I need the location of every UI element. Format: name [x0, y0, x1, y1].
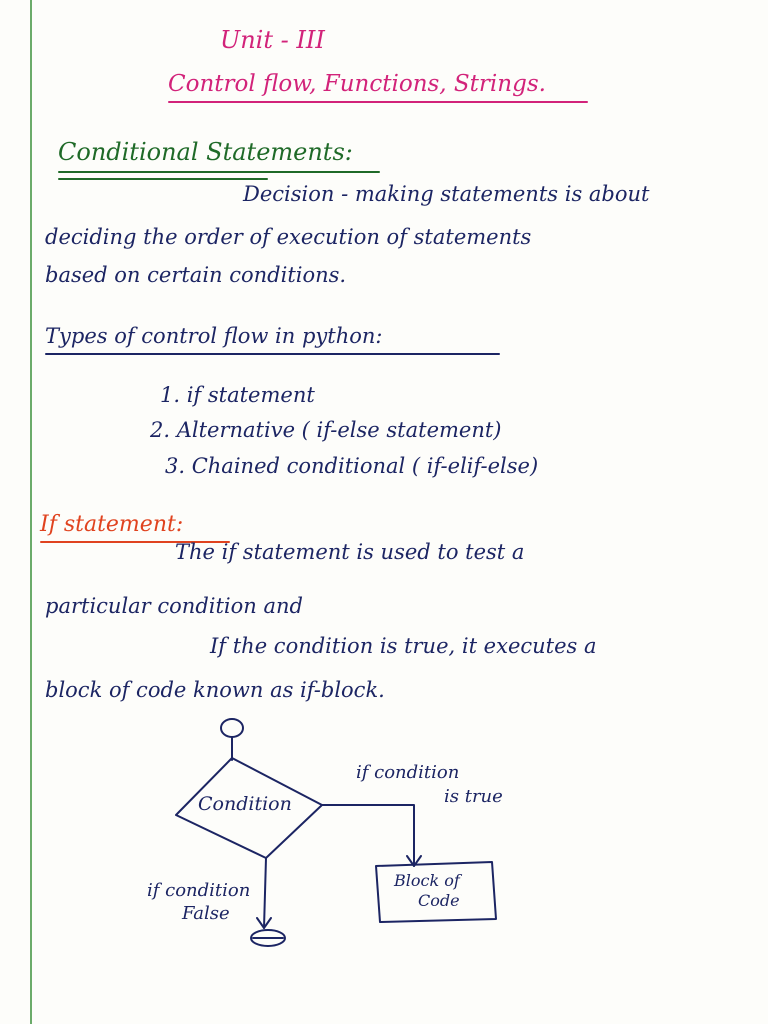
conditional-line-3: based on certain conditions. [45, 263, 347, 287]
true-label-1: if condition [356, 762, 460, 783]
condition-label: Condition [198, 793, 292, 815]
if-line-1: The if statement is used to test a [175, 540, 525, 564]
conditional-line-1: Decision - making statements is about [243, 182, 650, 206]
true-branch-line [322, 805, 414, 866]
types-item-3: 3. Chained conditional ( if-elif-else) [165, 454, 539, 478]
heading-if-statement: If statement: [40, 512, 184, 537]
conditional-line-2: deciding the order of execution of statements [45, 225, 532, 249]
types-item-1: 1. if statement [160, 383, 315, 407]
types-item-2: 2. Alternative ( if-else statement) [150, 418, 502, 442]
block-label-1: Block of [394, 871, 460, 890]
start-terminal-icon [221, 719, 243, 737]
false-label-2: False [182, 903, 230, 924]
heading-conditional-statements: Conditional Statements: [58, 138, 353, 166]
true-label-2: is true [444, 786, 503, 807]
false-label-1: if condition [147, 880, 251, 901]
if-line-2: particular condition and [45, 594, 303, 618]
unit-subtitle: Control flow, Functions, Strings. [168, 71, 546, 97]
unit-title: Unit - III [220, 26, 325, 54]
if-line-4: block of code known as if-block. [45, 678, 385, 702]
block-label-2: Code [418, 891, 460, 910]
false-branch-line [264, 858, 266, 928]
heading-types-of-control-flow: Types of control flow in python: [45, 324, 383, 348]
if-line-3: If the condition is true, it executes a [210, 634, 597, 658]
